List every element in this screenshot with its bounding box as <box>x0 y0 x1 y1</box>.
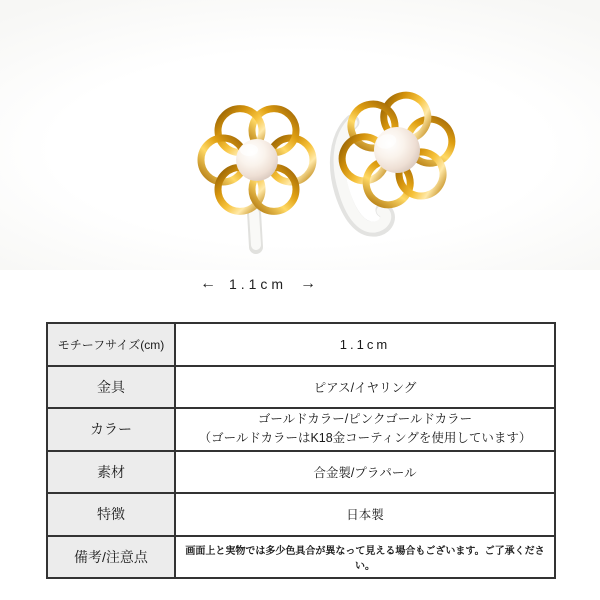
row-value-feature: 日本製 <box>175 493 555 536</box>
arrow-left-icon: ← <box>200 275 216 292</box>
color-line-2: （ゴールドカラーはK18金コーティングを使用しています） <box>198 431 532 446</box>
size-annotation <box>200 273 316 295</box>
earrings-illustration <box>0 0 600 270</box>
row-value-notes: 画面上と実物では多少色具合が異なって見える場合もございます。ご了承ください。 <box>175 536 555 579</box>
table-row-feature <box>47 493 555 536</box>
row-label-material: 素材 <box>47 451 175 494</box>
table-row-material <box>47 451 555 494</box>
table-row-motif-size <box>47 323 555 366</box>
color-line-1: ゴールドカラー/ピンクゴールドカラー <box>257 412 473 427</box>
table-row-fittings <box>47 366 555 409</box>
size-value: 1.1cm <box>228 276 288 292</box>
row-value-motif-size: 1.1cm <box>175 323 555 366</box>
row-value-material: 合金製/プラパール <box>175 451 555 494</box>
table-row-notes <box>47 536 555 579</box>
row-value-fittings: ピアス/イヤリング <box>175 366 555 409</box>
row-label-motif-size: モチーフサイズ(cm) <box>47 323 175 366</box>
row-label-feature: 特徴 <box>47 493 175 536</box>
row-label-notes: 備考/注意点 <box>47 536 175 579</box>
row-label-color: カラー <box>47 408 175 451</box>
product-photo <box>0 0 600 270</box>
pearl-right <box>369 122 425 178</box>
table-row-color <box>47 408 555 451</box>
row-label-fittings: 金具 <box>47 366 175 409</box>
pearl-left <box>236 139 278 181</box>
flower-pearl-earring-left <box>201 109 313 212</box>
left-earring-clip <box>254 212 256 247</box>
row-value-color <box>175 408 555 451</box>
arrow-right-icon: → <box>300 275 316 292</box>
spec-table <box>46 322 556 579</box>
spec-table-container <box>46 322 556 579</box>
